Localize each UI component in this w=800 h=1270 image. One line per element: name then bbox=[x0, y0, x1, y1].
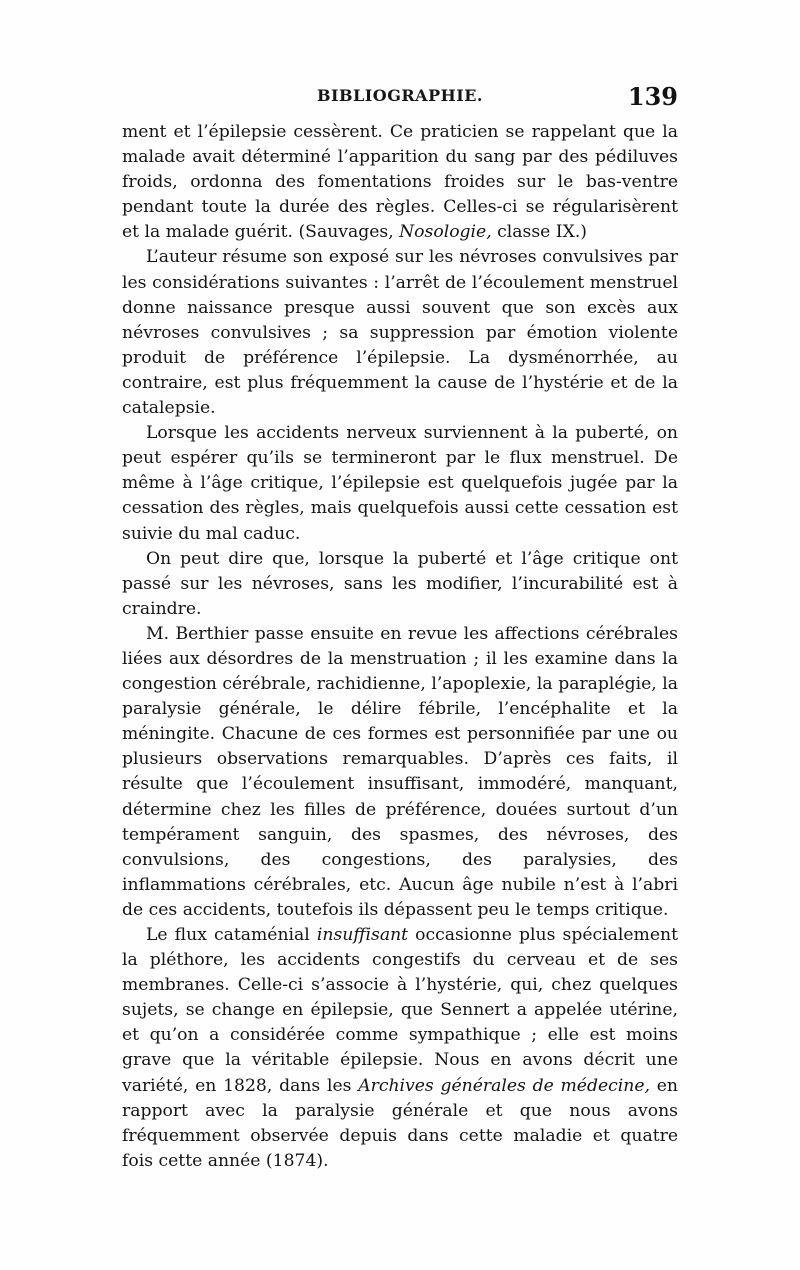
paragraph bbox=[122, 245, 678, 421]
paragraph bbox=[122, 923, 678, 1174]
body-text bbox=[122, 120, 678, 1174]
paragraph bbox=[122, 622, 678, 923]
text-run: ment et l’épilepsie cessèrent. Ce praticien se rappelant que la malade avait déterminé l’apparition du sang par des pédiluves froids, ordonna des fomentations froides sur le bas-ventre pendant toute la durée des règles. Celles-ci se régularisèrent et la malade guérit. (Sauvages, bbox=[122, 122, 678, 243]
text-run: Lorsque les accidents nerveux surviennent à la puberté, on peut espérer qu’ils se termineront par le flux menstruel. De même à l’âge critique, l’épilepsie est quelquefois jugée par la cessation des règles, mais quelquefois aussi cette cessation est suivie du mal caduc. bbox=[122, 423, 678, 544]
text-run: On peut dire que, lorsque la puberté et l’âge critique ont passé sur les névroses, sans les modifier, l’incurabilité est à craindre. bbox=[122, 548, 678, 619]
text-run: occasionne plus spécialement la pléthore, les accidents congestifs du cerveau et de ses membranes. Celle-ci s’associe à l’hystérie, qui, chez quelques sujets, se change en épilepsie, que Sennert a appelée utérine, et qu’on a considérée comme sympathique ; elle est moins grave que la véritable épilepsie. Nous en avons décrit une variété, en 1828, dans les bbox=[122, 925, 678, 1096]
text-run: Le flux cataménial bbox=[146, 925, 317, 945]
paragraph bbox=[122, 547, 678, 622]
text-run: M. Berthier passe ensuite en revue les affections cérébrales liées aux désordres de la menstruation ; il les examine dans la congestion cérébrale, rachidienne, l’apoplexie, la paraplégie, la paralysie générale, le délire fébrile, l’encéphalite et la méningite. Chacune de ces formes est personnifiée par une ou plusieurs observations remarquables. D’après ces faits, il résulte que l’écoulement insuffisant, immodéré, manquant, détermine chez les filles de préférence, douées surtout d’un tempérament sanguin, des spasmes, des névroses, des convulsions, des congestions, des paralysies, des inflammations cérébrales, etc. Aucun âge nubile n’est à l’abri de ces accidents, toutefois ils dépassent peu le temps critique. bbox=[122, 623, 678, 920]
running-head: BIBLIOGRAPHIE. bbox=[317, 86, 483, 105]
page-header bbox=[122, 82, 678, 116]
text-run: L’auteur résume son exposé sur les névroses convulsives par les considérations suivantes : l’arrêt de l’écoulement menstruel donne naissance presque aussi souvent que son excès aux névroses convulsives ; sa suppression par émotion violente produit de préférence l’épilepsie. La dysménorrhée, au contraire, est plus fréquemment la cause de l’hystérie et de la catalepsie. bbox=[122, 247, 678, 419]
page-number: 139 bbox=[627, 82, 678, 111]
text-run: classe IX.) bbox=[491, 222, 587, 243]
paragraph bbox=[122, 421, 678, 546]
italic-text: insuffisant bbox=[316, 925, 409, 945]
italic-text: Nosologie, bbox=[399, 222, 492, 243]
italic-text: Archives générales de médecine, bbox=[358, 1075, 650, 1096]
text-run: en rapport avec la paralysie générale et que nous avons fréquemment observée depuis dans cette maladie et quatre fois cette année (1874). bbox=[122, 1075, 678, 1171]
paragraph bbox=[122, 120, 678, 245]
